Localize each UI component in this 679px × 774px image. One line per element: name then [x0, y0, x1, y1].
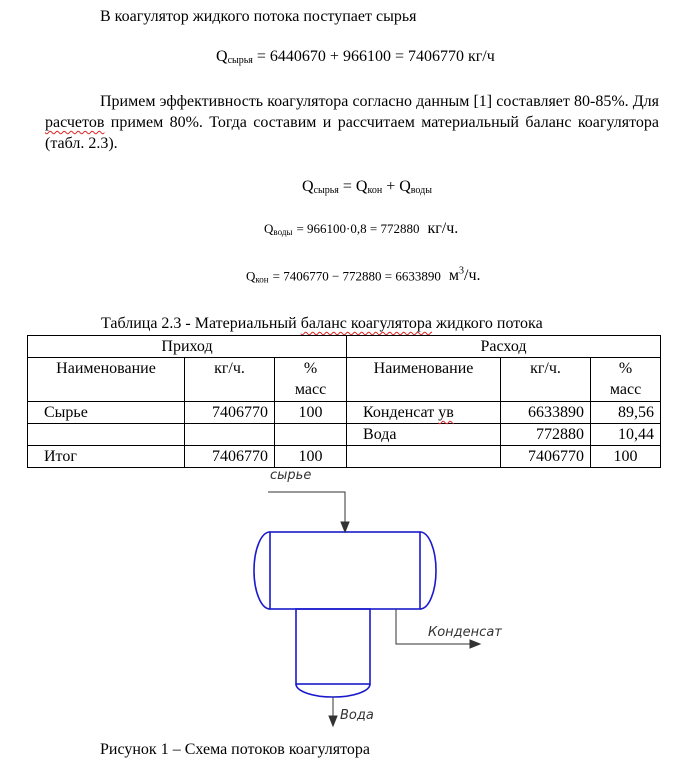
equation-condensate	[246, 266, 481, 285]
eq3-sub: воды	[273, 227, 293, 237]
header-pct-out	[591, 358, 661, 402]
row3-out-kg: 7406770	[501, 446, 591, 468]
header-name-out: Наименование	[347, 358, 501, 402]
row1-out-kg: 6633890	[501, 402, 591, 424]
table-caption-part2: жидкого потока	[432, 315, 543, 332]
label-condensate: Конденсат	[428, 625, 502, 640]
eq2-eq: =	[342, 178, 352, 195]
row1-out-name	[347, 402, 501, 424]
eq3-q: Q	[264, 221, 274, 236]
row3-in-name: Итог	[28, 446, 185, 468]
equation-balance	[302, 178, 432, 196]
eq3-expr: = 966100·0,8 = 772880	[296, 221, 420, 236]
group-outcome: Расход	[347, 336, 661, 358]
table-row	[28, 424, 661, 446]
header-pct-out-2: масс	[609, 381, 642, 398]
label-water: Вода	[340, 708, 374, 723]
paragraph-part2: примем 80%. Тогда составим и рассчитаем материальный баланс коагулятора (табл. 2.3).	[45, 114, 659, 152]
paragraph-wavy-word: расчетов	[45, 114, 105, 131]
sump-bottom	[296, 684, 370, 697]
eq2-plus: +	[386, 178, 396, 195]
eq4-unit-sup: 3	[459, 266, 464, 277]
row2-in-pct	[275, 424, 347, 446]
header-kg-out: кг/ч.	[501, 358, 591, 402]
row1-in-name: Сырье	[28, 402, 185, 424]
table-row	[28, 402, 661, 424]
table-header-row	[28, 358, 661, 402]
header-pct-in-2: масс	[294, 381, 327, 398]
equation-feed-total	[216, 48, 495, 66]
feed-arrowhead	[341, 522, 349, 532]
eq1-rhs: = 6440670 + 966100 = 7406770 кг/ч	[256, 48, 495, 65]
row1-out-name-wavy: ув	[438, 404, 454, 421]
row3-in-kg: 7406770	[185, 446, 275, 468]
eq2-sub1: сырья	[313, 185, 339, 196]
row3-in-pct: 100	[275, 446, 347, 468]
row2-out-pct: 10,44	[591, 424, 661, 446]
sump-body	[296, 609, 370, 684]
eq4-unit-base: м	[448, 267, 459, 285]
header-pct-out-1: %	[618, 360, 633, 377]
table-group-row	[28, 336, 661, 358]
material-balance-table	[27, 335, 661, 468]
table-caption	[101, 313, 543, 334]
water-arrowhead	[329, 716, 337, 726]
equation-water	[264, 220, 458, 238]
row1-out-name-text: Конденсат	[363, 404, 439, 421]
table-caption-wavy: баланс коагулятора	[300, 315, 433, 332]
vessel-right-head	[420, 532, 436, 609]
condensate-arrowhead	[470, 640, 480, 648]
header-pct-in-1: %	[303, 360, 318, 377]
eq4-q: Q	[246, 268, 256, 284]
vessel-body	[270, 532, 420, 609]
eq2-sub2: кон	[367, 185, 383, 196]
eq3-unit: кг/ч.	[427, 220, 459, 237]
eq2-q3: Q	[399, 178, 411, 195]
intro-text: В коагулятор жидкого потока поступает сырья	[100, 8, 417, 25]
eq2-q2: Q	[355, 178, 368, 195]
header-kg-in: кг/ч.	[185, 358, 275, 402]
coagulator-diagram	[0, 460, 679, 740]
eq1-q: Q	[216, 48, 228, 65]
vessel-left-head	[254, 532, 270, 609]
label-feed: сырье	[270, 468, 312, 483]
table-caption-part1: Таблица 2.3 - Материальный	[101, 315, 301, 332]
row2-in-name	[28, 424, 185, 446]
figure-caption: Рисунок 1 – Схема потоков коагулятора	[100, 741, 370, 758]
paragraph-part1: Примем эффективность коагулятора согласно данным [1] составляет 80-85%. Для	[100, 93, 659, 110]
row1-in-kg: 7406770	[185, 402, 275, 424]
eq4-expr: = 7406770 − 772880 = 6633890	[272, 268, 441, 284]
eq4-sub: кон	[255, 274, 269, 285]
header-name-in: Наименование	[28, 358, 185, 402]
eq1-sub: сырья	[227, 55, 253, 66]
eq2-q1: Q	[302, 178, 314, 195]
row2-out-name: Вода	[347, 424, 501, 446]
row1-out-pct: 89,56	[591, 402, 661, 424]
row3-out-pct: 100	[591, 446, 661, 468]
efficiency-paragraph	[45, 91, 659, 154]
eq2-sub3: воды	[410, 185, 432, 196]
eq4-unit-tail: /ч.	[464, 267, 481, 285]
group-income: Приход	[28, 336, 347, 358]
eq4-unit	[449, 267, 481, 284]
feed-line	[268, 492, 345, 526]
row2-in-kg	[185, 424, 275, 446]
header-pct-in	[275, 358, 347, 402]
row1-in-pct: 100	[275, 402, 347, 424]
row2-out-kg: 772880	[501, 424, 591, 446]
